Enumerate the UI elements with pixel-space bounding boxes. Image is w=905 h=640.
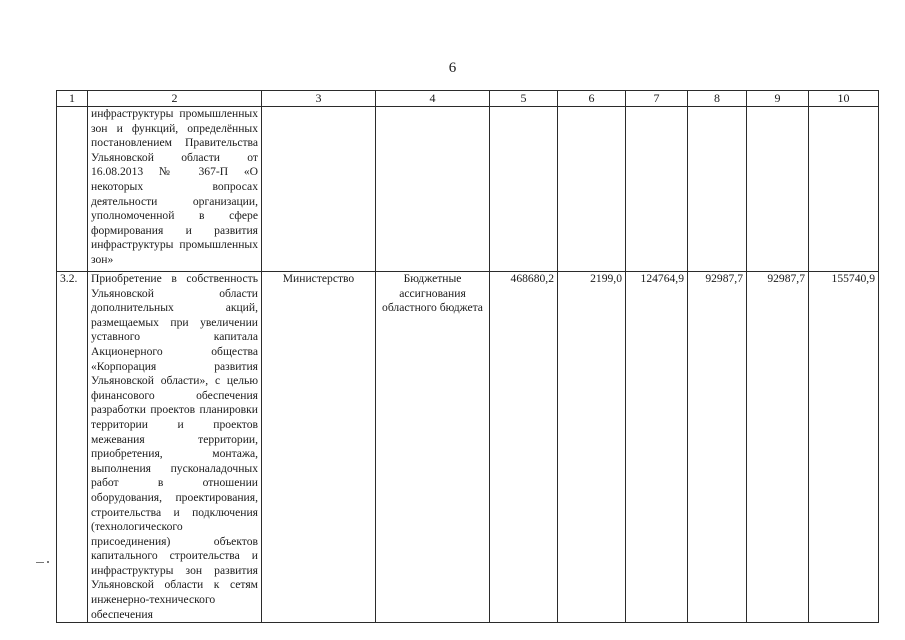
scan-speck bbox=[36, 562, 44, 563]
cell-index bbox=[57, 107, 88, 272]
cell-year-2 bbox=[626, 107, 688, 272]
column-header-1: 1 bbox=[57, 91, 88, 107]
column-header-4: 4 bbox=[376, 91, 490, 107]
cell-year-2: 124764,9 bbox=[626, 272, 688, 623]
cell-year-4 bbox=[747, 107, 809, 272]
column-header-8: 8 bbox=[688, 91, 747, 107]
cell-description: Приобретение в собственность Ульяновской области дополнительных акций, размещаемых при увеличении уставного капитала Акционерного общества «Корпорация развития Ульяновской области», с целью финансового обеспечения разработки проектов планировки территории и проектов межевания территории, приобретения, монтажа, выполнения пусконаладочных работ в отношении оборудования, проектирования, строительства и подключения (технологического присоединения) объектов капитального строительства и инфраструктуры зон развития Ульяновской области к сетям инженерно-технического обеспечения bbox=[88, 272, 262, 623]
column-header-3: 3 bbox=[262, 91, 376, 107]
cell-year-5 bbox=[809, 107, 879, 272]
cell-description: инфраструктуры промышленных зон и функций, определённых постановлением Правительства Ульяновской области от 16.08.2013 № 367-П «О некоторых вопросах деятельности организации, уполномоченной в сфере формирования и развития инфраструктуры промышленных зон» bbox=[88, 107, 262, 272]
cell-total bbox=[490, 107, 558, 272]
cell-executor: Министерство bbox=[262, 272, 376, 623]
column-header-2: 2 bbox=[88, 91, 262, 107]
header-row bbox=[57, 91, 879, 107]
cell-source bbox=[376, 107, 490, 272]
column-header-5: 5 bbox=[490, 91, 558, 107]
cell-year-3: 92987,7 bbox=[688, 272, 747, 623]
cell-year-3 bbox=[688, 107, 747, 272]
cell-source: Бюджетные ассигнования областного бюджета bbox=[376, 272, 490, 623]
scan-speck bbox=[47, 561, 49, 563]
table-row bbox=[57, 272, 879, 623]
column-header-7: 7 bbox=[626, 91, 688, 107]
cell-year-1: 2199,0 bbox=[558, 272, 626, 623]
cell-executor bbox=[262, 107, 376, 272]
column-header-10: 10 bbox=[809, 91, 879, 107]
cell-year-1 bbox=[558, 107, 626, 272]
cell-index: 3.2. bbox=[57, 272, 88, 623]
cell-year-5: 155740,9 bbox=[809, 272, 879, 623]
program-table bbox=[56, 90, 879, 623]
table-row bbox=[57, 107, 879, 272]
cell-total: 468680,2 bbox=[490, 272, 558, 623]
column-header-9: 9 bbox=[747, 91, 809, 107]
page-number: 6 bbox=[448, 60, 457, 76]
cell-year-4: 92987,7 bbox=[747, 272, 809, 623]
column-header-6: 6 bbox=[558, 91, 626, 107]
